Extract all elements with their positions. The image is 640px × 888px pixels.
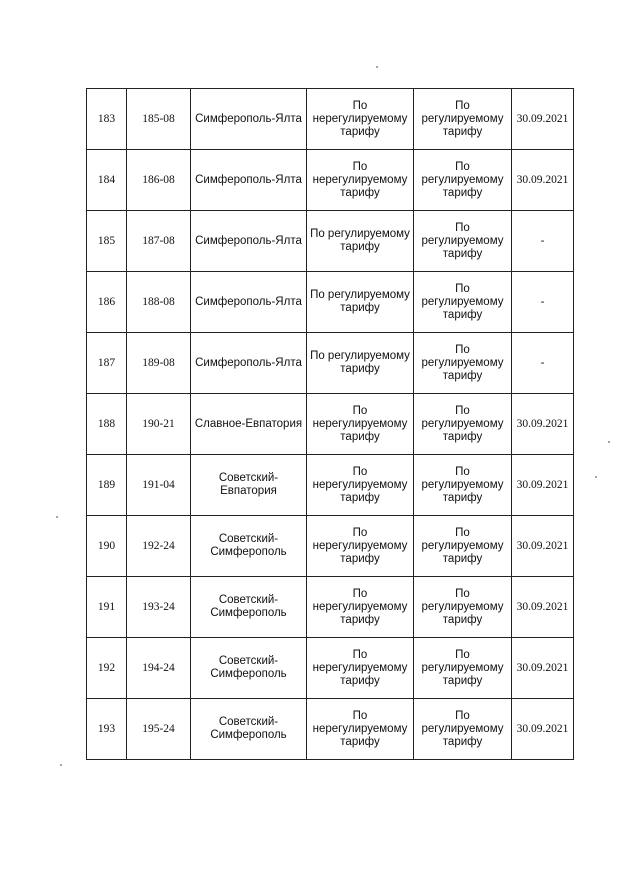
tariff-type-cell: По нерегулируемому тарифу: [307, 699, 414, 760]
route-code-cell: 193-24: [127, 577, 191, 638]
tariff-type-cell: По регулируемому тарифу: [307, 211, 414, 272]
row-number-cell: 189: [87, 455, 127, 516]
tariff-type-cell: По регулируемому тарифу: [414, 577, 512, 638]
tariff-type-cell: По нерегулируемому тарифу: [307, 150, 414, 211]
tariff-type-cell: По регулируемому тарифу: [414, 516, 512, 577]
routes-table: [86, 88, 574, 760]
route-code-cell: 191-04: [127, 455, 191, 516]
route-name-cell: Советский-Симферополь: [191, 699, 307, 760]
table-row: [87, 211, 574, 272]
tariff-type-cell: По регулируемому тарифу: [414, 272, 512, 333]
row-number-cell: 185: [87, 211, 127, 272]
route-name-cell: Советский-Евпатория: [191, 455, 307, 516]
route-name-cell: Советский-Симферополь: [191, 516, 307, 577]
date-cell: 30.09.2021: [512, 89, 574, 150]
scan-speck: [376, 66, 378, 68]
table-row: [87, 516, 574, 577]
table-row: [87, 333, 574, 394]
date-cell: 30.09.2021: [512, 699, 574, 760]
route-code-cell: 188-08: [127, 272, 191, 333]
date-cell: -: [512, 211, 574, 272]
scan-speck: [56, 516, 58, 518]
table-row: [87, 699, 574, 760]
date-cell: 30.09.2021: [512, 150, 574, 211]
row-number-cell: 190: [87, 516, 127, 577]
route-name-cell: Симферополь-Ялта: [191, 333, 307, 394]
route-code-cell: 190-21: [127, 394, 191, 455]
scan-speck: [60, 764, 62, 766]
date-cell: 30.09.2021: [512, 394, 574, 455]
scan-speck: [595, 476, 597, 478]
routes-table-body: [87, 89, 574, 760]
route-name-cell: Советский-Симферополь: [191, 577, 307, 638]
route-code-cell: 187-08: [127, 211, 191, 272]
tariff-type-cell: По нерегулируемому тарифу: [307, 638, 414, 699]
tariff-type-cell: По регулируемому тарифу: [414, 455, 512, 516]
date-cell: -: [512, 333, 574, 394]
tariff-type-cell: По регулируемому тарифу: [414, 394, 512, 455]
tariff-type-cell: По регулируемому тарифу: [307, 272, 414, 333]
row-number-cell: 191: [87, 577, 127, 638]
route-name-cell: Славное-Евпатория: [191, 394, 307, 455]
route-code-cell: 186-08: [127, 150, 191, 211]
tariff-type-cell: По нерегулируемому тарифу: [307, 516, 414, 577]
route-name-cell: Симферополь-Ялта: [191, 211, 307, 272]
tariff-type-cell: По нерегулируемому тарифу: [307, 394, 414, 455]
tariff-type-cell: По регулируемому тарифу: [414, 333, 512, 394]
tariff-type-cell: По нерегулируемому тарифу: [307, 89, 414, 150]
date-cell: 30.09.2021: [512, 455, 574, 516]
table-row: [87, 272, 574, 333]
date-cell: -: [512, 272, 574, 333]
table-row: [87, 150, 574, 211]
scan-speck: [608, 441, 610, 443]
row-number-cell: 184: [87, 150, 127, 211]
table-row: [87, 455, 574, 516]
row-number-cell: 192: [87, 638, 127, 699]
tariff-type-cell: По регулируемому тарифу: [414, 699, 512, 760]
row-number-cell: 188: [87, 394, 127, 455]
date-cell: 30.09.2021: [512, 516, 574, 577]
route-name-cell: Симферополь-Ялта: [191, 150, 307, 211]
table-row: [87, 638, 574, 699]
route-code-cell: 185-08: [127, 89, 191, 150]
tariff-type-cell: По регулируемому тарифу: [414, 638, 512, 699]
tariff-type-cell: По регулируемому тарифу: [414, 89, 512, 150]
date-cell: 30.09.2021: [512, 638, 574, 699]
table-row: [87, 89, 574, 150]
route-code-cell: 195-24: [127, 699, 191, 760]
table-row: [87, 577, 574, 638]
route-name-cell: Симферополь-Ялта: [191, 272, 307, 333]
date-cell: 30.09.2021: [512, 577, 574, 638]
table-row: [87, 394, 574, 455]
tariff-type-cell: По регулируемому тарифу: [307, 333, 414, 394]
route-name-cell: Симферополь-Ялта: [191, 89, 307, 150]
tariff-type-cell: По нерегулируемому тарифу: [307, 577, 414, 638]
tariff-type-cell: По регулируемому тарифу: [414, 150, 512, 211]
route-code-cell: 192-24: [127, 516, 191, 577]
route-code-cell: 189-08: [127, 333, 191, 394]
row-number-cell: 193: [87, 699, 127, 760]
row-number-cell: 183: [87, 89, 127, 150]
row-number-cell: 186: [87, 272, 127, 333]
route-name-cell: Советский-Симферополь: [191, 638, 307, 699]
tariff-type-cell: По регулируемому тарифу: [414, 211, 512, 272]
tariff-type-cell: По нерегулируемому тарифу: [307, 455, 414, 516]
row-number-cell: 187: [87, 333, 127, 394]
route-code-cell: 194-24: [127, 638, 191, 699]
